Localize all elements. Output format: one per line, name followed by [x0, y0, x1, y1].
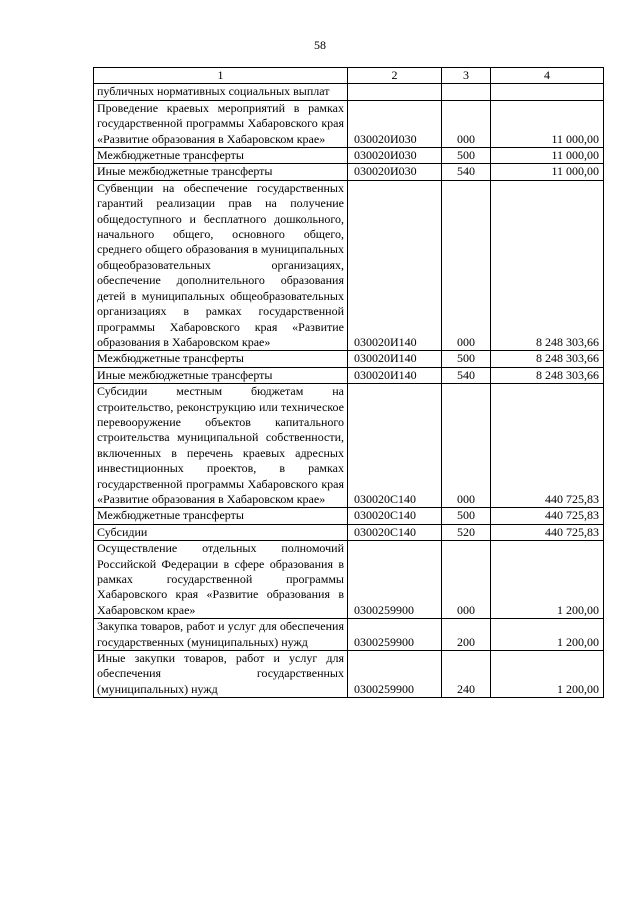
row-amount: 1 200,00 [491, 541, 604, 619]
row-name: Межбюджетные трансферты [94, 508, 348, 524]
row-code: 030020И030 [348, 164, 442, 180]
budget-table [93, 67, 604, 698]
row-code: 030020И140 [348, 351, 442, 367]
row-kind: 240 [442, 651, 491, 698]
row-amount: 440 725,83 [491, 524, 604, 540]
row-amount [491, 84, 604, 100]
row-kind: 540 [442, 367, 491, 383]
row-amount: 1 200,00 [491, 651, 604, 698]
row-code: 030020С140 [348, 508, 442, 524]
row-code: 0300259900 [348, 651, 442, 698]
row-name: Иные закупки товаров, работ и услуг для обеспечения государственных (муниципальных) нужд [94, 651, 348, 698]
row-code: 030020С140 [348, 524, 442, 540]
table-row [94, 619, 604, 651]
table-row [94, 367, 604, 383]
row-name: Субсидии местным бюджетам на строительство, реконструкцию или техническое перевооружение объектов капитального строительства муниципальной собственности, включенных в перечень краевых адресных инвестиционных проектов, в рамках государственной программы Хабаровского края «Развитие образования в Хабаровском крае» [94, 384, 348, 508]
row-name: публичных нормативных социальных выплат [94, 84, 348, 100]
row-kind: 200 [442, 619, 491, 651]
table-row [94, 384, 604, 508]
table-row [94, 180, 604, 350]
table-row [94, 524, 604, 540]
row-amount: 11 000,00 [491, 148, 604, 164]
table-row [94, 100, 604, 147]
row-kind: 000 [442, 180, 491, 350]
row-name: Межбюджетные трансферты [94, 351, 348, 367]
row-kind: 500 [442, 508, 491, 524]
row-code: 0300259900 [348, 541, 442, 619]
row-name: Осуществление отдельных полномочий Российской Федерации в сфере образования в рамках государственной программы Хабаровского края «Развитие образования в Хабаровском крае» [94, 541, 348, 619]
header-col-2: 2 [348, 68, 442, 84]
row-name: Иные межбюджетные трансферты [94, 367, 348, 383]
row-kind: 500 [442, 148, 491, 164]
row-amount: 8 248 303,66 [491, 180, 604, 350]
row-code: 030020С140 [348, 384, 442, 508]
header-col-3: 3 [442, 68, 491, 84]
row-code: 0300259900 [348, 619, 442, 651]
row-code [348, 84, 442, 100]
row-kind [442, 84, 491, 100]
row-code: 030020И140 [348, 367, 442, 383]
row-name: Иные межбюджетные трансферты [94, 164, 348, 180]
table-row [94, 148, 604, 164]
row-name: Межбюджетные трансферты [94, 148, 348, 164]
row-code: 030020И030 [348, 100, 442, 147]
row-name: Субвенции на обеспечение государственных гарантий реализации прав на получение общедоступного и бесплатного дошкольного, начального общего, основного общего, среднего общего образования в муниципальных общеобразовательных организациях, обеспечение дополнительного образования детей в муниципальных общеобразовательных организациях в рамках государственной программы Хабаровского края «Развитие образования в Хабаровском крае» [94, 180, 348, 350]
row-amount: 11 000,00 [491, 164, 604, 180]
row-kind: 540 [442, 164, 491, 180]
row-name: Закупка товаров, работ и услуг для обеспечения государственных (муниципальных) нужд [94, 619, 348, 651]
table-header-row [94, 68, 604, 84]
row-amount: 1 200,00 [491, 619, 604, 651]
table-row [94, 651, 604, 698]
row-kind: 000 [442, 100, 491, 147]
row-kind: 000 [442, 384, 491, 508]
row-kind: 520 [442, 524, 491, 540]
row-name: Субсидии [94, 524, 348, 540]
row-kind: 000 [442, 541, 491, 619]
row-amount: 440 725,83 [491, 384, 604, 508]
row-name: Проведение краевых мероприятий в рамках государственной программы Хабаровского края «Развитие образования в Хабаровском крае» [94, 100, 348, 147]
row-amount: 8 248 303,66 [491, 351, 604, 367]
header-col-1: 1 [94, 68, 348, 84]
row-code: 030020И030 [348, 148, 442, 164]
row-amount: 8 248 303,66 [491, 367, 604, 383]
table-row [94, 164, 604, 180]
table-row [94, 84, 604, 100]
page-number: 58 [314, 38, 326, 52]
table-row [94, 508, 604, 524]
row-amount: 440 725,83 [491, 508, 604, 524]
row-amount: 11 000,00 [491, 100, 604, 147]
header-col-4: 4 [491, 68, 604, 84]
row-code: 030020И140 [348, 180, 442, 350]
table-row [94, 541, 604, 619]
row-kind: 500 [442, 351, 491, 367]
table-row [94, 351, 604, 367]
